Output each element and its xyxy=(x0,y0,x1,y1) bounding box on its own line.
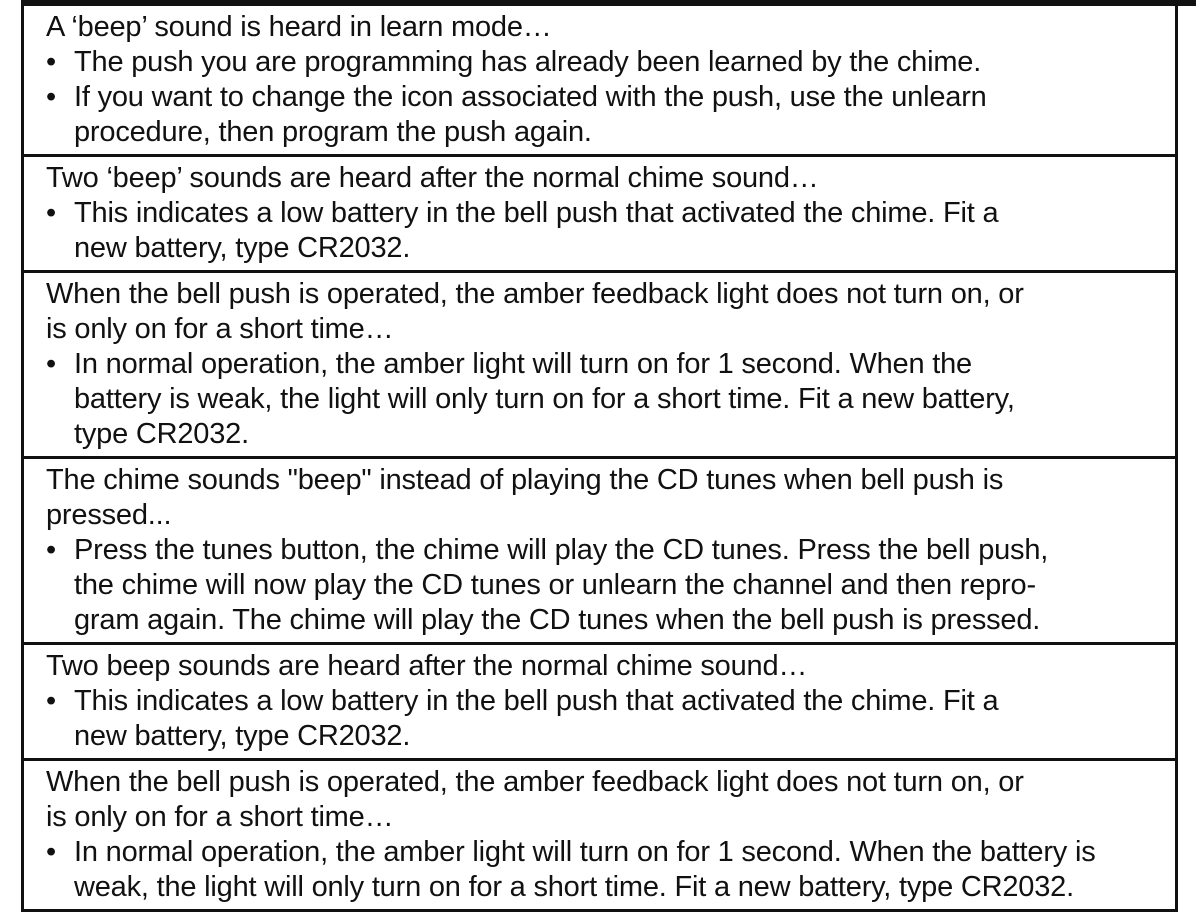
solution-text xyxy=(74,45,1163,80)
solution-text-line: type CR2032. xyxy=(74,418,249,450)
problem-text-line: is only on for a short time… xyxy=(46,801,394,833)
troubleshooting-row xyxy=(24,456,1175,642)
solution-text-line: The push you are programming has already been learned by the chime. xyxy=(74,46,982,78)
troubleshooting-table xyxy=(21,6,1178,912)
solution-text-line: procedure, then program the push again. xyxy=(74,116,592,148)
solution-text xyxy=(74,80,1163,150)
problem-text-line: The chime sounds "beep" instead of playing the CD tunes when bell push is xyxy=(46,464,1004,496)
solution-text-line: This indicates a low battery in the bell push that activated the chime. Fit a xyxy=(74,197,999,229)
bullet-icon: • xyxy=(46,685,56,717)
troubleshooting-row xyxy=(24,758,1175,909)
solution-text xyxy=(74,533,1163,638)
solution-text-line: In normal operation, the amber light will turn on for 1 second. When the battery is xyxy=(74,836,1096,868)
problem-text-line: A ‘beep’ sound is heard in learn mode… xyxy=(46,11,552,43)
problem-text-line: Two beep sounds are heard after the normal chime sound… xyxy=(46,650,808,682)
troubleshooting-row xyxy=(24,6,1175,154)
solution-text xyxy=(74,835,1163,905)
bullet-icon: • xyxy=(46,81,56,113)
bullet-icon: • xyxy=(46,197,56,229)
problem-text-line: pressed... xyxy=(46,499,172,531)
bullet-icon: • xyxy=(46,348,56,380)
solution-text xyxy=(74,684,1163,754)
solution-text xyxy=(74,347,1163,452)
troubleshooting-row xyxy=(24,270,1175,456)
solution-text xyxy=(74,196,1163,266)
bullet-icon: • xyxy=(46,836,56,868)
solution-text-line: battery is weak, the light will only turn on for a short time. Fit a new battery, xyxy=(74,383,1015,415)
solution-text-line: gram again. The chime will play the CD tunes when the bell push is pressed. xyxy=(74,604,1041,636)
solution-item xyxy=(46,347,1163,452)
solution-item xyxy=(46,533,1163,638)
solution-item xyxy=(46,80,1163,150)
solution-text-line: the chime will now play the CD tunes or unlearn the channel and then repro- xyxy=(74,569,1036,601)
bullet-icon: • xyxy=(46,46,56,78)
bullet-icon: • xyxy=(46,534,56,566)
solution-item xyxy=(46,45,1163,80)
problem-text-line: When the bell push is operated, the amber feedback light does not turn on, or xyxy=(46,766,1024,798)
solution-text-line: weak, the light will only turn on for a short time. Fit a new battery, type CR2032. xyxy=(74,871,1074,903)
solution-text-line: new battery, type CR2032. xyxy=(74,720,411,752)
problem-text-line: Two ‘beep’ sounds are heard after the normal chime sound… xyxy=(46,162,819,194)
solution-item xyxy=(46,196,1163,266)
solution-item xyxy=(46,684,1163,754)
solution-text-line: new battery, type CR2032. xyxy=(74,232,411,264)
solution-text-line: Press the tunes button, the chime will play the CD tunes. Press the bell push, xyxy=(74,534,1049,566)
troubleshooting-row xyxy=(24,154,1175,270)
solution-text-line: In normal operation, the amber light will turn on for 1 second. When the xyxy=(74,348,972,380)
troubleshooting-row xyxy=(24,642,1175,758)
problem-text-line: When the bell push is operated, the amber feedback light does not turn on, or xyxy=(46,278,1024,310)
problem-text-line: is only on for a short time… xyxy=(46,313,394,345)
solution-item xyxy=(46,835,1163,905)
solution-text-line: This indicates a low battery in the bell push that activated the chime. Fit a xyxy=(74,685,999,717)
solution-text-line: If you want to change the icon associated with the push, use the unlearn xyxy=(74,81,987,113)
